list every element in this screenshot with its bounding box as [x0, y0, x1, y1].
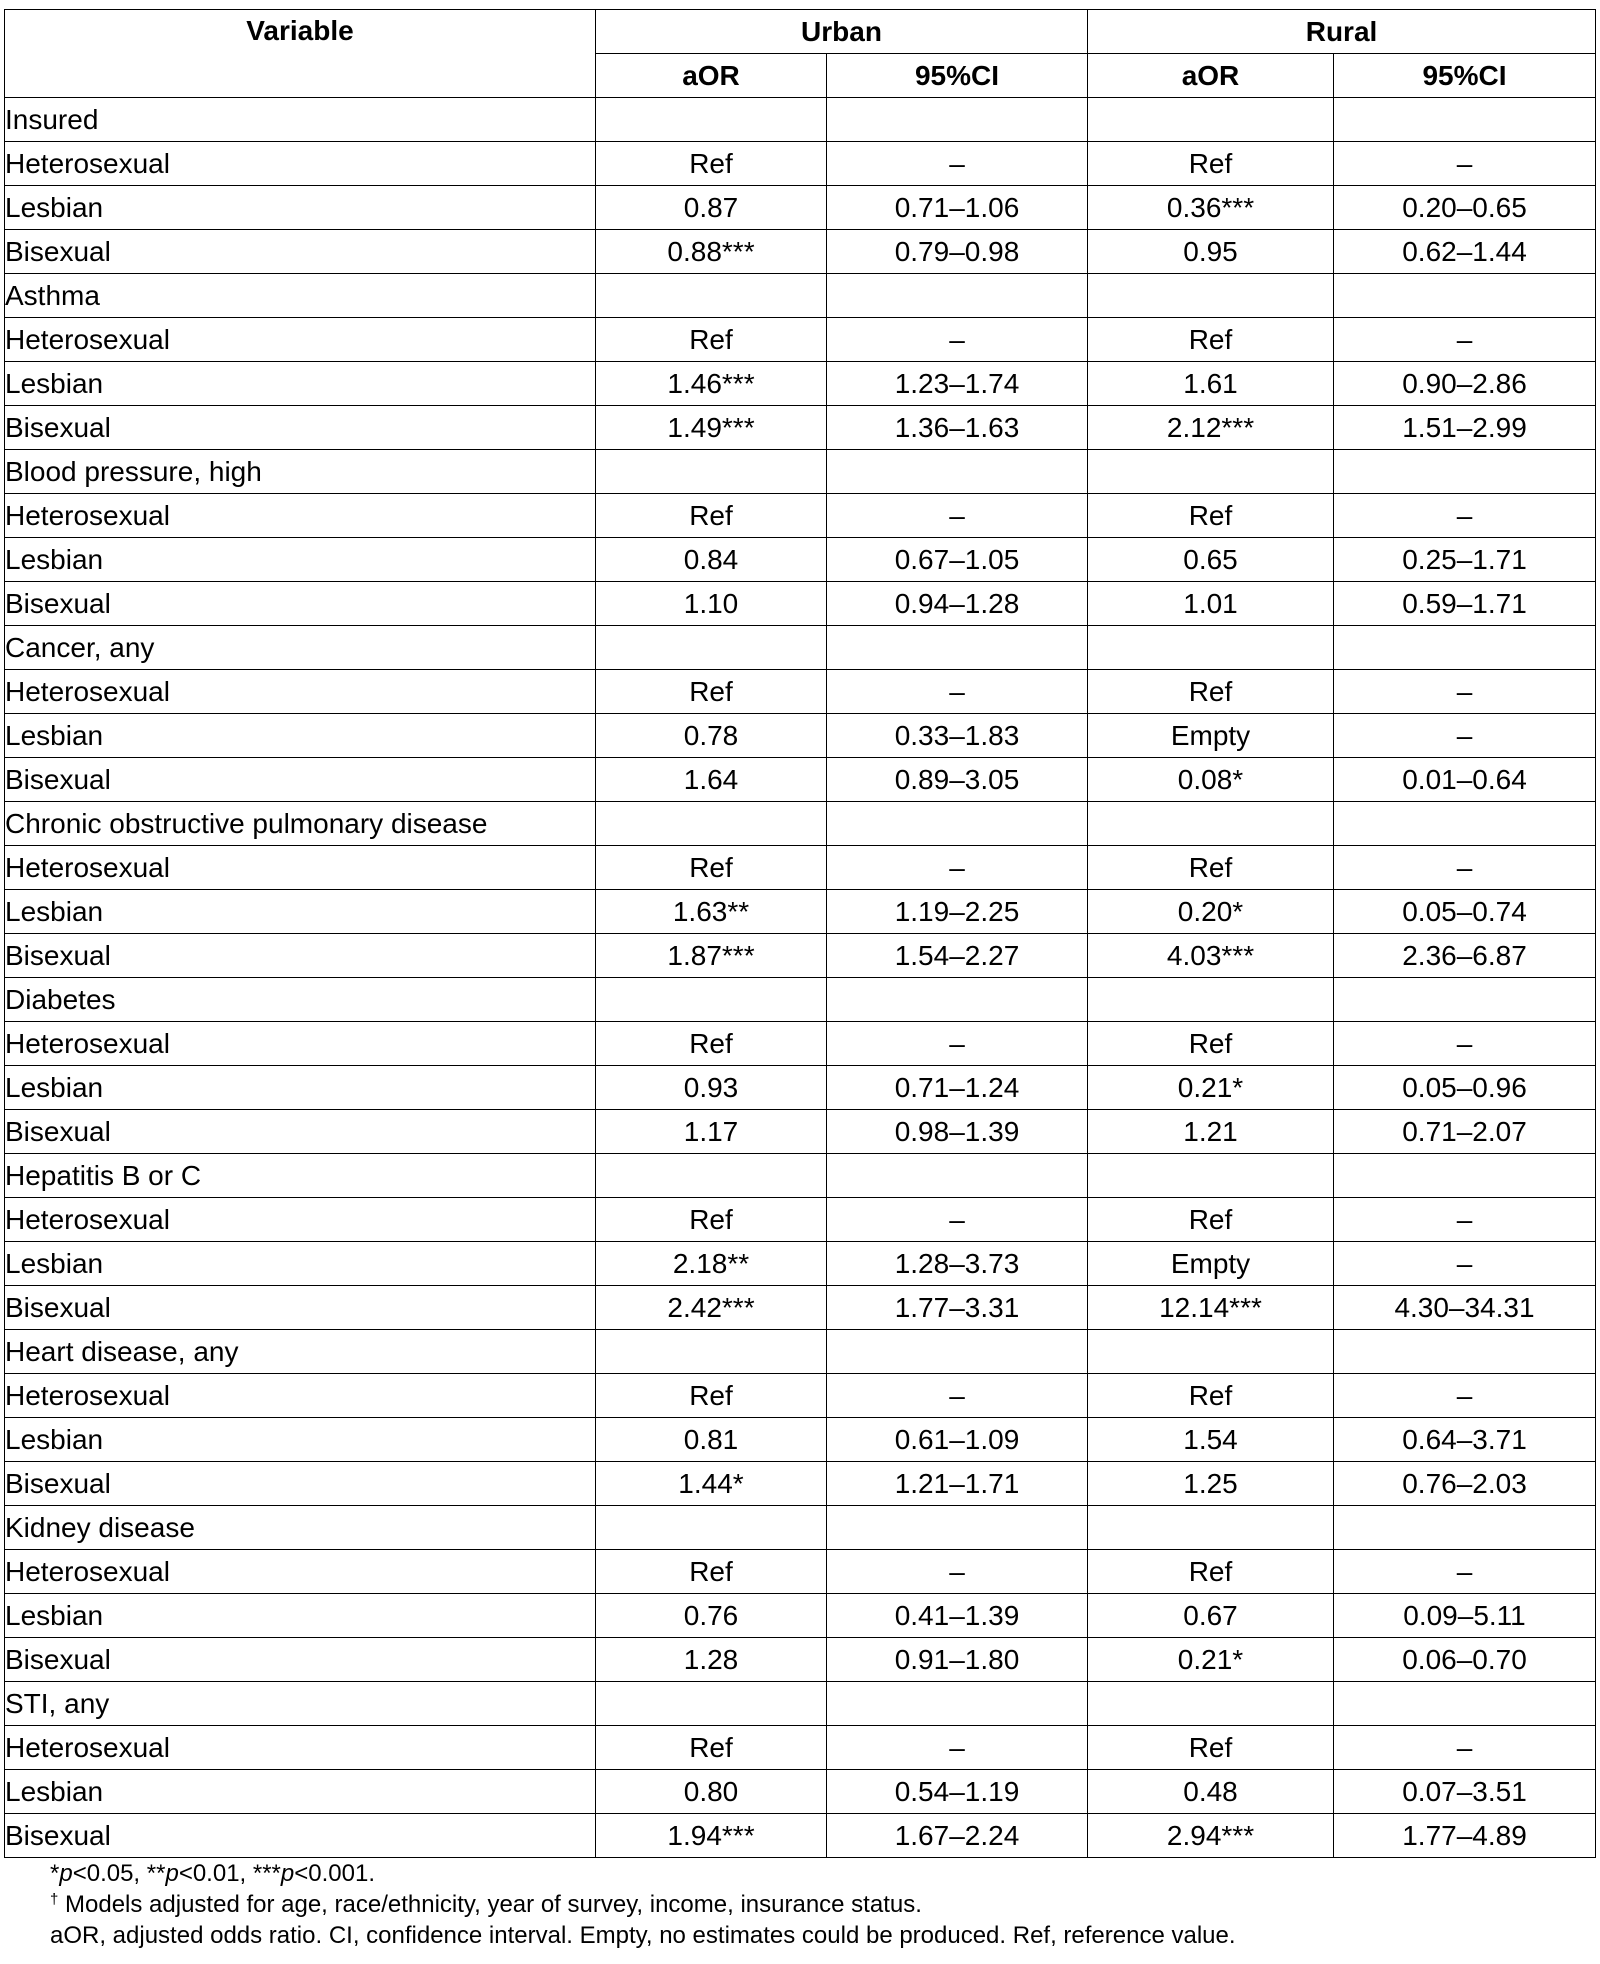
row-label: Heterosexual: [5, 318, 596, 362]
table-row: [5, 538, 1596, 582]
rural-aor-cell: Ref: [1088, 670, 1334, 714]
empty-cell: [1088, 1330, 1334, 1374]
urban-aor-cell: 0.76: [596, 1594, 827, 1638]
table-row: [5, 1374, 1596, 1418]
row-label: Heterosexual: [5, 1198, 596, 1242]
table-footnotes: [50, 1858, 1236, 1951]
urban-aor-cell: 1.44*: [596, 1462, 827, 1506]
table-row: [5, 1286, 1596, 1330]
empty-cell: [1334, 802, 1596, 846]
empty-cell: [1088, 98, 1334, 142]
urban-aor-cell: Ref: [596, 670, 827, 714]
empty-cell: [1088, 274, 1334, 318]
urban-ci-header: 95%CI: [827, 54, 1088, 98]
urban-aor-header: aOR: [596, 54, 827, 98]
rural-ci-cell: 1.51–2.99: [1334, 406, 1596, 450]
group-row: [5, 802, 1596, 846]
row-label: Lesbian: [5, 1418, 596, 1462]
urban-ci-cell: 1.23–1.74: [827, 362, 1088, 406]
header-row-groups: [5, 10, 1596, 54]
significance-footnote: *p<0.05, **p<0.01, ***p<0.001.: [50, 1860, 376, 1887]
rural-aor-cell: 0.21*: [1088, 1638, 1334, 1682]
empty-cell: [1334, 1682, 1596, 1726]
table-body: [5, 98, 1596, 1858]
empty-cell: [1088, 1682, 1334, 1726]
rural-ci-cell: 0.90–2.86: [1334, 362, 1596, 406]
empty-cell: [827, 98, 1088, 142]
rural-ci-cell: 0.25–1.71: [1334, 538, 1596, 582]
urban-ci-cell: 0.71–1.24: [827, 1066, 1088, 1110]
urban-ci-cell: 0.54–1.19: [827, 1770, 1088, 1814]
empty-cell: [827, 274, 1088, 318]
urban-ci-cell: –: [827, 142, 1088, 186]
row-label: Bisexual: [5, 758, 596, 802]
group-label: Hepatitis B or C: [5, 1154, 596, 1198]
urban-aor-cell: 0.87: [596, 186, 827, 230]
urban-ci-cell: 0.91–1.80: [827, 1638, 1088, 1682]
rural-ci-cell: –: [1334, 1550, 1596, 1594]
empty-cell: [1334, 1154, 1596, 1198]
row-label: Lesbian: [5, 538, 596, 582]
group-row: [5, 1682, 1596, 1726]
empty-cell: [596, 1682, 827, 1726]
group-label: Diabetes: [5, 978, 596, 1022]
row-label: Heterosexual: [5, 142, 596, 186]
urban-aor-cell: 0.84: [596, 538, 827, 582]
empty-cell: [1334, 978, 1596, 1022]
urban-aor-cell: 1.63**: [596, 890, 827, 934]
urban-ci-cell: 1.77–3.31: [827, 1286, 1088, 1330]
empty-cell: [596, 98, 827, 142]
rural-aor-cell: Ref: [1088, 1374, 1334, 1418]
row-label: Heterosexual: [5, 494, 596, 538]
rural-ci-cell: 0.09–5.11: [1334, 1594, 1596, 1638]
urban-aor-cell: 1.49***: [596, 406, 827, 450]
row-label: Lesbian: [5, 1066, 596, 1110]
urban-ci-cell: 0.61–1.09: [827, 1418, 1088, 1462]
rural-ci-cell: –: [1334, 1726, 1596, 1770]
urban-aor-cell: 0.88***: [596, 230, 827, 274]
row-label: Lesbian: [5, 890, 596, 934]
rural-aor-cell: 12.14***: [1088, 1286, 1334, 1330]
urban-aor-cell: Ref: [596, 1726, 827, 1770]
rural-ci-cell: 0.76–2.03: [1334, 1462, 1596, 1506]
rural-ci-cell: –: [1334, 1022, 1596, 1066]
group-label: Asthma: [5, 274, 596, 318]
table-row: [5, 582, 1596, 626]
table-row: [5, 362, 1596, 406]
urban-aor-cell: Ref: [596, 1374, 827, 1418]
row-label: Lesbian: [5, 714, 596, 758]
table-row: [5, 714, 1596, 758]
urban-ci-cell: 1.21–1.71: [827, 1462, 1088, 1506]
empty-cell: [1334, 626, 1596, 670]
group-row: [5, 626, 1596, 670]
table-row: [5, 846, 1596, 890]
urban-ci-cell: –: [827, 1198, 1088, 1242]
rural-ci-cell: –: [1334, 1242, 1596, 1286]
urban-column-group-header: Urban: [596, 10, 1088, 54]
rural-aor-cell: Empty: [1088, 714, 1334, 758]
rural-ci-cell: 0.05–0.74: [1334, 890, 1596, 934]
row-label: Bisexual: [5, 582, 596, 626]
rural-ci-cell: 0.20–0.65: [1334, 186, 1596, 230]
urban-ci-cell: –: [827, 670, 1088, 714]
rural-aor-cell: 0.65: [1088, 538, 1334, 582]
empty-cell: [827, 802, 1088, 846]
table-row: [5, 758, 1596, 802]
rural-aor-cell: 0.48: [1088, 1770, 1334, 1814]
row-label: Heterosexual: [5, 846, 596, 890]
urban-ci-cell: 0.98–1.39: [827, 1110, 1088, 1154]
rural-aor-cell: Ref: [1088, 494, 1334, 538]
dagger-mark: †: [50, 1891, 59, 1908]
urban-aor-cell: 1.28: [596, 1638, 827, 1682]
row-label: Bisexual: [5, 1286, 596, 1330]
empty-cell: [1088, 1506, 1334, 1550]
group-row: [5, 1506, 1596, 1550]
rural-ci-cell: 0.07–3.51: [1334, 1770, 1596, 1814]
table-row: [5, 318, 1596, 362]
rural-aor-cell: Ref: [1088, 142, 1334, 186]
urban-aor-cell: 1.87***: [596, 934, 827, 978]
rural-ci-cell: –: [1334, 318, 1596, 362]
urban-ci-cell: 1.19–2.25: [827, 890, 1088, 934]
row-label: Lesbian: [5, 1594, 596, 1638]
rural-aor-cell: 0.08*: [1088, 758, 1334, 802]
urban-aor-cell: 2.42***: [596, 1286, 827, 1330]
empty-cell: [1088, 802, 1334, 846]
empty-cell: [596, 450, 827, 494]
row-label: Heterosexual: [5, 1022, 596, 1066]
urban-ci-cell: –: [827, 318, 1088, 362]
urban-ci-cell: –: [827, 1022, 1088, 1066]
urban-ci-cell: 0.71–1.06: [827, 186, 1088, 230]
row-label: Heterosexual: [5, 1374, 596, 1418]
table-row: [5, 934, 1596, 978]
empty-cell: [1088, 978, 1334, 1022]
urban-ci-cell: –: [827, 1550, 1088, 1594]
rural-aor-cell: 0.20*: [1088, 890, 1334, 934]
rural-aor-cell: 4.03***: [1088, 934, 1334, 978]
rural-ci-cell: 0.06–0.70: [1334, 1638, 1596, 1682]
row-label: Bisexual: [5, 1638, 596, 1682]
table-row: [5, 1198, 1596, 1242]
urban-ci-cell: 0.33–1.83: [827, 714, 1088, 758]
results-table: [4, 9, 1596, 1858]
row-label: Bisexual: [5, 1110, 596, 1154]
table-row: [5, 670, 1596, 714]
empty-cell: [1334, 450, 1596, 494]
table-row: [5, 1770, 1596, 1814]
urban-aor-cell: Ref: [596, 318, 827, 362]
urban-aor-cell: Ref: [596, 1022, 827, 1066]
row-label: Lesbian: [5, 362, 596, 406]
rural-ci-cell: –: [1334, 1198, 1596, 1242]
row-label: Heterosexual: [5, 1726, 596, 1770]
empty-cell: [827, 978, 1088, 1022]
urban-ci-cell: 0.89–3.05: [827, 758, 1088, 802]
urban-aor-cell: 1.94***: [596, 1814, 827, 1858]
table-row: [5, 494, 1596, 538]
urban-aor-cell: 1.10: [596, 582, 827, 626]
group-label: Heart disease, any: [5, 1330, 596, 1374]
urban-aor-cell: 0.78: [596, 714, 827, 758]
table-row: [5, 1638, 1596, 1682]
row-label: Bisexual: [5, 406, 596, 450]
table-row: [5, 230, 1596, 274]
urban-aor-cell: Ref: [596, 1550, 827, 1594]
empty-cell: [1088, 1154, 1334, 1198]
rural-ci-cell: 1.77–4.89: [1334, 1814, 1596, 1858]
urban-aor-cell: 0.80: [596, 1770, 827, 1814]
urban-aor-cell: Ref: [596, 1198, 827, 1242]
table-row: [5, 1242, 1596, 1286]
urban-aor-cell: 1.64: [596, 758, 827, 802]
urban-aor-cell: Ref: [596, 494, 827, 538]
table-header: [5, 10, 1596, 98]
urban-ci-cell: –: [827, 494, 1088, 538]
rural-ci-cell: 0.71–2.07: [1334, 1110, 1596, 1154]
table-row: [5, 1550, 1596, 1594]
urban-ci-cell: –: [827, 846, 1088, 890]
urban-aor-cell: Ref: [596, 846, 827, 890]
rural-aor-cell: 0.95: [1088, 230, 1334, 274]
rural-aor-header: aOR: [1088, 54, 1334, 98]
rural-ci-cell: 0.59–1.71: [1334, 582, 1596, 626]
table-row: [5, 1814, 1596, 1858]
urban-ci-cell: 1.67–2.24: [827, 1814, 1088, 1858]
empty-cell: [596, 1154, 827, 1198]
rural-column-group-header: Rural: [1088, 10, 1596, 54]
rural-ci-cell: 0.62–1.44: [1334, 230, 1596, 274]
table-row: [5, 1462, 1596, 1506]
urban-ci-cell: 0.79–0.98: [827, 230, 1088, 274]
empty-cell: [1334, 98, 1596, 142]
urban-aor-cell: 0.81: [596, 1418, 827, 1462]
row-label: Bisexual: [5, 1814, 596, 1858]
row-label: Heterosexual: [5, 670, 596, 714]
table-row: [5, 1594, 1596, 1638]
rural-aor-cell: 1.61: [1088, 362, 1334, 406]
row-label: Bisexual: [5, 230, 596, 274]
group-label: Insured: [5, 98, 596, 142]
rural-ci-cell: 0.01–0.64: [1334, 758, 1596, 802]
rural-aor-cell: 1.01: [1088, 582, 1334, 626]
rural-aor-cell: Ref: [1088, 1550, 1334, 1594]
group-row: [5, 978, 1596, 1022]
rural-ci-header: 95%CI: [1334, 54, 1596, 98]
group-row: [5, 98, 1596, 142]
abbreviations-footnote: aOR, adjusted odds ratio. CI, confidence interval. Empty, no estimates could be produced. Ref, reference value.: [50, 1922, 1236, 1949]
group-label: Blood pressure, high: [5, 450, 596, 494]
row-label: Bisexual: [5, 934, 596, 978]
rural-aor-cell: Ref: [1088, 846, 1334, 890]
rural-aor-cell: 2.12***: [1088, 406, 1334, 450]
group-row: [5, 450, 1596, 494]
urban-ci-cell: 1.54–2.27: [827, 934, 1088, 978]
rural-ci-cell: –: [1334, 1374, 1596, 1418]
adjustment-footnote: † Models adjusted for age, race/ethnicity, year of survey, income, insurance status.: [50, 1891, 922, 1918]
rural-ci-cell: –: [1334, 142, 1596, 186]
table-row: [5, 1726, 1596, 1770]
rural-aor-cell: 1.25: [1088, 1462, 1334, 1506]
rural-aor-cell: Ref: [1088, 1198, 1334, 1242]
rural-aor-cell: Ref: [1088, 1726, 1334, 1770]
empty-cell: [596, 1330, 827, 1374]
urban-aor-cell: 0.93: [596, 1066, 827, 1110]
empty-cell: [596, 1506, 827, 1550]
table-row: [5, 1022, 1596, 1066]
urban-ci-cell: 0.67–1.05: [827, 538, 1088, 582]
empty-cell: [827, 450, 1088, 494]
empty-cell: [1088, 626, 1334, 670]
rural-ci-cell: 2.36–6.87: [1334, 934, 1596, 978]
group-label: Cancer, any: [5, 626, 596, 670]
group-label: Kidney disease: [5, 1506, 596, 1550]
urban-ci-cell: 1.36–1.63: [827, 406, 1088, 450]
empty-cell: [1334, 1506, 1596, 1550]
rural-ci-cell: 4.30–34.31: [1334, 1286, 1596, 1330]
row-label: Lesbian: [5, 186, 596, 230]
row-label: Lesbian: [5, 1770, 596, 1814]
rural-ci-cell: –: [1334, 846, 1596, 890]
urban-ci-cell: –: [827, 1374, 1088, 1418]
group-row: [5, 274, 1596, 318]
empty-cell: [827, 1330, 1088, 1374]
urban-ci-cell: –: [827, 1726, 1088, 1770]
table-row: [5, 142, 1596, 186]
row-label: Heterosexual: [5, 1550, 596, 1594]
empty-cell: [1334, 274, 1596, 318]
rural-aor-cell: Ref: [1088, 1022, 1334, 1066]
group-label: STI, any: [5, 1682, 596, 1726]
urban-ci-cell: 1.28–3.73: [827, 1242, 1088, 1286]
empty-cell: [827, 1682, 1088, 1726]
urban-ci-cell: 0.94–1.28: [827, 582, 1088, 626]
urban-aor-cell: 1.46***: [596, 362, 827, 406]
table-row: [5, 890, 1596, 934]
rural-ci-cell: –: [1334, 714, 1596, 758]
group-label: Chronic obstructive pulmonary disease: [5, 802, 596, 846]
empty-cell: [827, 1154, 1088, 1198]
rural-ci-cell: 0.64–3.71: [1334, 1418, 1596, 1462]
variable-column-header: Variable: [5, 10, 596, 98]
row-label: Lesbian: [5, 1242, 596, 1286]
table-row: [5, 1418, 1596, 1462]
table-row: [5, 1110, 1596, 1154]
rural-aor-cell: Empty: [1088, 1242, 1334, 1286]
empty-cell: [827, 1506, 1088, 1550]
rural-ci-cell: –: [1334, 494, 1596, 538]
rural-aor-cell: 2.94***: [1088, 1814, 1334, 1858]
empty-cell: [1334, 1330, 1596, 1374]
urban-aor-cell: 2.18**: [596, 1242, 827, 1286]
empty-cell: [596, 978, 827, 1022]
group-row: [5, 1330, 1596, 1374]
table-row: [5, 1066, 1596, 1110]
empty-cell: [596, 274, 827, 318]
rural-aor-cell: 0.67: [1088, 1594, 1334, 1638]
rural-ci-cell: –: [1334, 670, 1596, 714]
empty-cell: [596, 802, 827, 846]
empty-cell: [1088, 450, 1334, 494]
table-row: [5, 406, 1596, 450]
group-row: [5, 1154, 1596, 1198]
rural-aor-cell: Ref: [1088, 318, 1334, 362]
empty-cell: [827, 626, 1088, 670]
rural-aor-cell: 0.36***: [1088, 186, 1334, 230]
urban-aor-cell: 1.17: [596, 1110, 827, 1154]
table-row: [5, 186, 1596, 230]
urban-ci-cell: 0.41–1.39: [827, 1594, 1088, 1638]
row-label: Bisexual: [5, 1462, 596, 1506]
rural-aor-cell: 0.21*: [1088, 1066, 1334, 1110]
rural-aor-cell: 1.54: [1088, 1418, 1334, 1462]
rural-ci-cell: 0.05–0.96: [1334, 1066, 1596, 1110]
rural-aor-cell: 1.21: [1088, 1110, 1334, 1154]
urban-aor-cell: Ref: [596, 142, 827, 186]
empty-cell: [596, 626, 827, 670]
